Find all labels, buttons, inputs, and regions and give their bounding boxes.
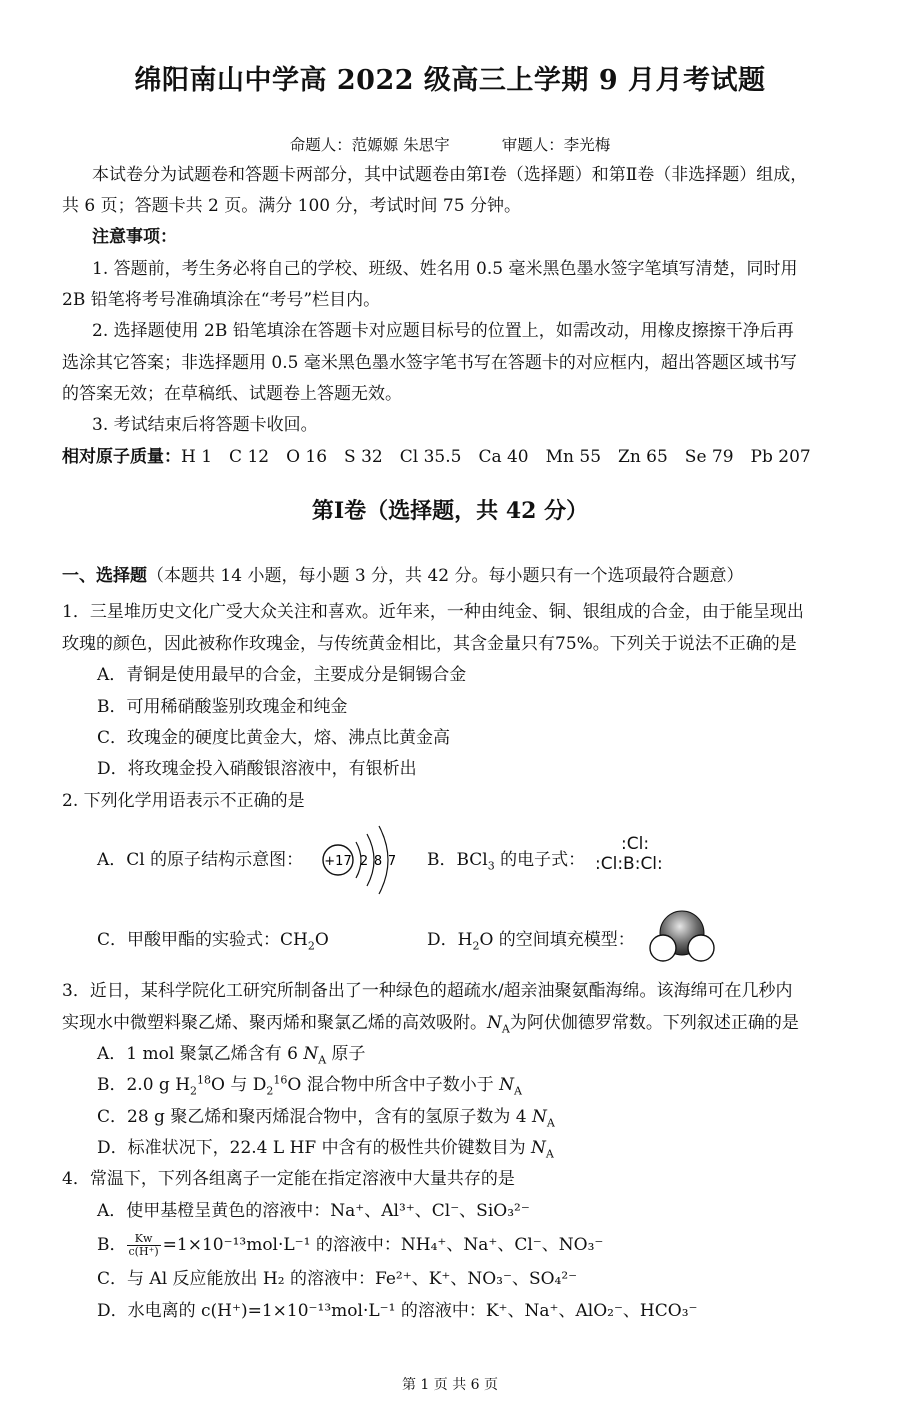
q2-stem: 2. 下列化学用语表示不正确的是 (62, 791, 305, 811)
kw-fraction: $\frac{Kw}{c(H^+)}$ (128, 1232, 159, 1258)
h2o-space-filling-model (647, 908, 717, 966)
q1-option-b: B．可用稀硝酸鉴别玫瑰金和纯金 (97, 697, 348, 717)
q2-option-d-text: D．$H_2O$ 的空间填充模型： (427, 930, 635, 953)
proposers: 命题人：范嫄嫄 朱思宇 (289, 136, 450, 154)
part-1-heading: 一、选择题 (62, 566, 147, 586)
intro-line-1: 本试卷分为试题卷和答题卡两部分，其中试题卷由第Ⅰ卷（选择题）和第Ⅱ卷（非选择题）组成， (92, 165, 808, 185)
note-2-line-3: 的答案无效；在草稿纸、试题卷上答题无效。 (62, 384, 402, 404)
q2-option-c-text: C．甲酸甲酯的实验式：$CH_2O$ (97, 930, 329, 953)
q1-option-a: A．青铜是使用最早的合金，主要成分是铜锡合金 (97, 665, 467, 685)
q3-stem-line-2: 实现水中微塑料聚乙烯、聚丙烯和聚氯乙烯的高效吸附。$N_A$为阿伏伽德罗常数。下列叙述正确的是 (62, 1013, 799, 1036)
q3-option-d: D．标准状况下，22.4 L HF 中含有的极性共价键数目为 $N_A$ (97, 1138, 554, 1161)
cl-nucleus-label: +17 (324, 854, 352, 869)
shell-2-count: 8 (373, 854, 383, 869)
atomic-masses-line (62, 446, 862, 468)
q3-option-b: B．2.0 g $H_2^{18}O$ 与 $D_2^{16}O$ 混合物中所含中子数小于 $N_A$ (97, 1073, 522, 1098)
q1-option-c: C．玫瑰金的硬度比黄金大，熔、沸点比黄金高 (97, 728, 451, 748)
q4-option-b: B． $\frac{Kw}{c(H^+)}$ =1×10⁻¹³mol·L⁻¹ 的溶液中：NH₄⁺、Na⁺、Cl⁻、NO₃⁻ (97, 1232, 604, 1258)
shell-3-count: 7 (387, 854, 397, 869)
bcl3-top-cl: :Cl: (621, 834, 650, 854)
atomic-mass-values: H 1 C 12 O 16 S 32 Cl 35.5 Ca 40 Mn 55 Zn 65 Se 79 Pb 207 (181, 447, 811, 467)
notes-heading: 注意事项： (92, 227, 177, 247)
note-2-line-1: 2. 选择题使用 2B 铅笔填涂在答题卡对应题目标号的位置上，如需改动，用橡皮擦擦干净后再 (92, 321, 794, 341)
note-3: 3. 考试结束后将答题卡收回。 (92, 415, 318, 435)
part-1-description: （本题共 14 小题，每小题 3 分，共 42 分。每小题只有一个选项最符合题意） (147, 566, 744, 586)
intro-line-2: 共 6 页；答题卡共 2 页。满分 100 分，考试时间 75 分钟。 (62, 196, 521, 216)
q1-stem-line-2: 玫瑰的颜色，因此被称作玫瑰金，与传统黄金相比，其含金量只有75%。下列关于说法不正确的是 (62, 634, 797, 654)
q3-option-c: C．28 g 聚乙烯和聚丙烯混合物中，含有的氢原子数为 4 $N_A$ (97, 1107, 555, 1130)
page-footer: 第 1 页 共 6 页 (401, 1377, 499, 1393)
q4-option-d: D．水电离的 c(H⁺)=1×10⁻¹³mol·L⁻¹ 的溶液中：K⁺、Na⁺、AlO₂⁻、HCO₃⁻ (97, 1301, 698, 1321)
note-1-line-1: 1. 答题前，考生务必将自己的学校、班级、姓名用 0.5 毫米黑色墨水签字笔填写清楚，同时用 (92, 259, 798, 279)
q3-stem-line-1: 3．近日，某科学院化工研究所制备出了一种绿色的超疏水/超亲油聚氨酯海绵。该海绵可在几秒内 (62, 981, 793, 1001)
section-1-title: 第Ⅰ卷（选择题，共 42 分） (311, 498, 589, 524)
part-1-heading-line (62, 565, 862, 587)
cl-atom-structure-diagram (318, 822, 410, 898)
q4-stem: 4．常温下，下列各组离子一定能在指定溶液中大量共存的是 (62, 1169, 515, 1189)
authors-line (0, 133, 900, 155)
q3-option-a: A．1 mol 聚氯乙烯含有 6 $N_A$ 原子 (97, 1044, 366, 1067)
q4-option-c: C．与 Al 反应能放出 H₂ 的溶液中：Fe²⁺、K⁺、NO₃⁻、SO₄²⁻ (97, 1269, 578, 1289)
note-2-line-2: 选涂其它答案；非选择题用 0.5 毫米黑色墨水签字笔书写在答题卡的对应框内，超出答题区域书写 (62, 353, 797, 373)
bcl3-middle-row: :Cl:B:Cl: (595, 854, 663, 874)
reviewer: 审题人：李光梅 (501, 136, 611, 154)
note-1-line-2: 2B 铅笔将考号准确填涂在“考号”栏目内。 (62, 290, 381, 310)
q1-option-d: D．将玫瑰金投入硝酸银溶液中，有银析出 (97, 759, 417, 779)
q4-option-a: A．使甲基橙呈黄色的溶液中：Na⁺、Al³⁺、Cl⁻、SiO₃²⁻ (97, 1201, 530, 1221)
bcl3-electron-formula (595, 834, 663, 874)
page-title: 绵阳南山中学高 2022 级高三上学期 9 月月考试题 (134, 65, 766, 96)
q2-option-b-text: B．BCl$_3$ 的电子式： (427, 850, 586, 873)
q2-option-a-text: A．Cl 的原子结构示意图： (97, 850, 304, 870)
atomic-mass-label: 相对原子质量： (62, 447, 181, 467)
shell-1-count: 2 (359, 854, 369, 869)
q1-stem-line-1: 1．三星堆历史文化广受大众关注和喜欢。近年来，一种由纯金、铜、银组成的合金，由于能呈现出 (62, 602, 804, 622)
